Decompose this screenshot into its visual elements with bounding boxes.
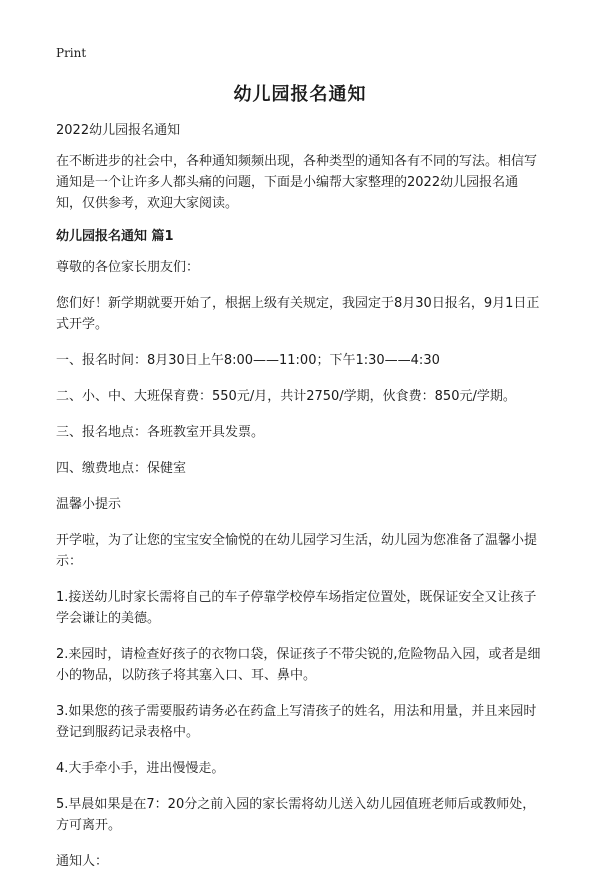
section-heading: 幼儿园报名通知 篇1	[56, 229, 174, 244]
print-link[interactable]: Print	[56, 46, 87, 60]
opening-paragraph: 您们好！新学期就要开始了，根据上级有关规定，我园定于8月30日报名，9月1日正式开学。	[56, 296, 540, 332]
article-body	[56, 120, 544, 887]
tip-item: 5.早晨如果是在7：20分之前入园的家长需将幼儿送入幼儿园值班老师后或教师处，方可离开。	[56, 797, 536, 833]
info-item-location: 三、报名地点：各班教室开具发票。	[56, 425, 265, 440]
article-intro: 在不断进步的社会中，各种通知频频出现，各种类型的通知各有不同的写法。相信写通知是一个让许多人都头痛的问题，下面是小编帮大家整理的2022幼儿园报名通知，仅供参考，欢迎大家阅读。	[56, 154, 538, 211]
reminder-heading: 温馨小提示	[56, 497, 122, 512]
closing-signature: 通知人：	[56, 854, 109, 869]
tip-item: 2.来园时，请检查好孩子的衣物口袋，保证孩子不带尖锐的,危险物品入园，或者是细小的物品，以防孩子将其塞入口、耳、鼻中。	[56, 647, 541, 683]
info-item-fees: 二、小、中、大班保育费：550元/月，共计2750/学期，伙食费：850元/学期。	[56, 389, 516, 404]
tip-item: 4.大手牵小手，进出慢慢走。	[56, 761, 225, 776]
info-item-time: 一、报名时间：8月30日上午8:00——11:00；下午1:30——4:30	[56, 353, 440, 368]
tip-item: 1.接送幼儿时家长需将自己的车子停靠学校停车场指定位置处，既保证安全又让孩子学会谦让的美德。	[56, 590, 537, 626]
info-item-payment: 四、缴费地点：保健室	[56, 461, 187, 476]
reminder-intro: 开学啦，为了让您的宝宝安全愉悦的在幼儿园学习生活，幼儿园为您准备了温馨小提示：	[56, 533, 538, 569]
page-title: 幼儿园报名通知	[233, 84, 367, 105]
article-subtitle: 2022幼儿园报名通知	[56, 123, 181, 138]
greeting: 尊敬的各位家长朋友们：	[56, 260, 200, 275]
tip-item: 3.如果您的孩子需要服药请务必在药盒上写清孩子的姓名，用法和用量，并且来园时登记到服药记录表格中。	[56, 704, 537, 740]
